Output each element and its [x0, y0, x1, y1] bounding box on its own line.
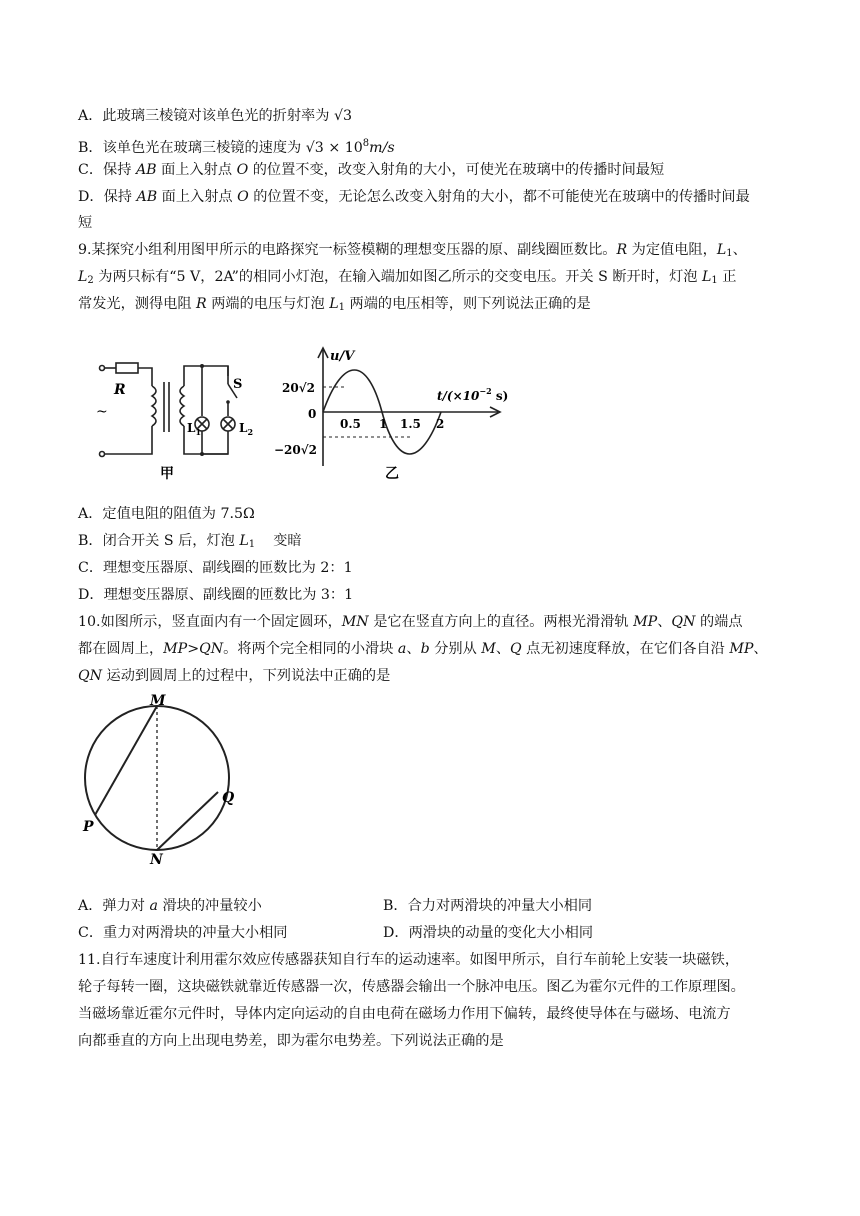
q11-stem-line3: 当磁场靠近霍尔元件时，导体内定向运动的自由电荷在磁场力作用下偏转，最终使导体在与磁场、电流方 — [78, 1006, 731, 1022]
q8-option-c: C．保持 AB 面上入射点 O 的位置不变，改变入射角的大小，可使光在玻璃中的传播时间最短 — [78, 162, 665, 178]
q9-option-d: D．理想变压器原、副线圈的匝数比为 3：1 — [78, 587, 354, 603]
q9-stem-line3: 常发光，测得电阻 R 两端的电压与灯泡 $L_1$ 两端的电压相等，则下列说法正确的是 — [78, 296, 591, 313]
fig-u-axis-label: u/V — [330, 349, 355, 364]
fig-switch-label: S — [233, 377, 243, 392]
q11-stem-line2: 轮子每转一圈，这块磁铁就靠近传感器一次，传感器会输出一个脉冲电压。图乙为霍尔元件的工作原理图。 — [78, 979, 745, 995]
fig-pos-peak: 20√2 — [282, 381, 315, 395]
q10-figure — [78, 694, 258, 864]
q11-stem-line1: 11.自行车速度计利用霍尔效应传感器获知自行车的运动速率。如图甲所示，自行车前轮上安装一块磁铁， — [78, 952, 740, 968]
fig-tick-1: 1 — [379, 417, 388, 431]
fig-zero: 0 — [308, 407, 317, 421]
fig-jia-caption: 甲 — [160, 466, 174, 482]
q10-stem-line3: QN 运动到圆周上的过程中，下列说法中正确的是 — [78, 668, 391, 684]
q11-stem-line4: 向都垂直的方向上出现电势差，即为霍尔电势差。下列说法正确的是 — [78, 1033, 504, 1049]
fig-r-label: R — [114, 382, 126, 398]
fig-point-n: N — [150, 852, 163, 864]
fig-tick-1-5: 1.5 — [400, 417, 421, 431]
q10-option-d: D．两滑块的动量的变化大小相同 — [383, 925, 594, 941]
fig-point-m: M — [150, 694, 166, 709]
q9-figure — [90, 336, 510, 496]
fig-point-p: P — [83, 819, 94, 835]
fig-l1-label: $L_1$ — [187, 421, 202, 437]
fig-tick-2: 2 — [436, 417, 445, 431]
q9-stem-line2: $L_2$ 为两只标有“5 V，2A”的相同小灯泡，在输入端加如图乙所示的交变电压。开关 S 断开时，灯泡 $L_1$ 正 — [78, 269, 737, 286]
q8-option-b: B．该单色光在玻璃三棱镜的速度为 $√3 \times 10^8m/s$ — [78, 138, 395, 156]
q8-option-a: A．此玻璃三棱镜对该单色光的折射率为 √3 — [78, 108, 353, 124]
fig-t-axis-label: $t/(\times 10^{-2}$ s) — [437, 386, 509, 403]
fig-yi-caption: 乙 — [385, 466, 399, 482]
fig-l2-label: $L_2$ — [239, 421, 254, 437]
q10-stem-line1: 10.如图所示，竖直面内有一个固定圆环，MN 是它在竖直方向上的直径。两根光滑滑轨 MP、QN 的端点 — [78, 614, 743, 630]
q10-option-c: C．重力对两滑块的冲量大小相同 — [78, 925, 288, 941]
q8-option-d: D．保持 AB 面上入射点 O 的位置不变，无论怎么改变入射角的大小，都不可能使光在玻璃中的传播时间最 — [78, 189, 750, 205]
q10-option-b: B．合力对两滑块的冲量大小相同 — [383, 898, 593, 914]
fig-point-q: Q — [222, 790, 235, 806]
q10-option-a: A．弹力对 a 滑块的冲量较小 — [78, 898, 262, 914]
q9-stem-line1: 9.某探究小组利用图甲所示的电路探究一标签模糊的理想变压器的原、副线圈匝数比。R 为定值电阻，$L_1$、 — [78, 242, 747, 259]
fig-tick-0-5: 0.5 — [340, 417, 361, 431]
q9-option-b: B．闭合开关 S 后，灯泡 $L_1$ 变暗 — [78, 533, 302, 550]
q9-option-c: C．理想变压器原、副线圈的匝数比为 2：1 — [78, 560, 353, 576]
fig-neg-peak: −20√2 — [274, 443, 317, 457]
fig-ac-source-symbol: ~ — [96, 404, 108, 420]
q10-stem-line2: 都在圆周上，MP>QN。将两个完全相同的小滑块 a、b 分别从 M、Q 点无初速度释放，在它们各自沿 MP、 — [78, 641, 768, 657]
q9-option-a: A．定值电阻的阻值为 7.5Ω — [78, 506, 255, 522]
q8-option-d-cont: 短 — [78, 215, 93, 231]
